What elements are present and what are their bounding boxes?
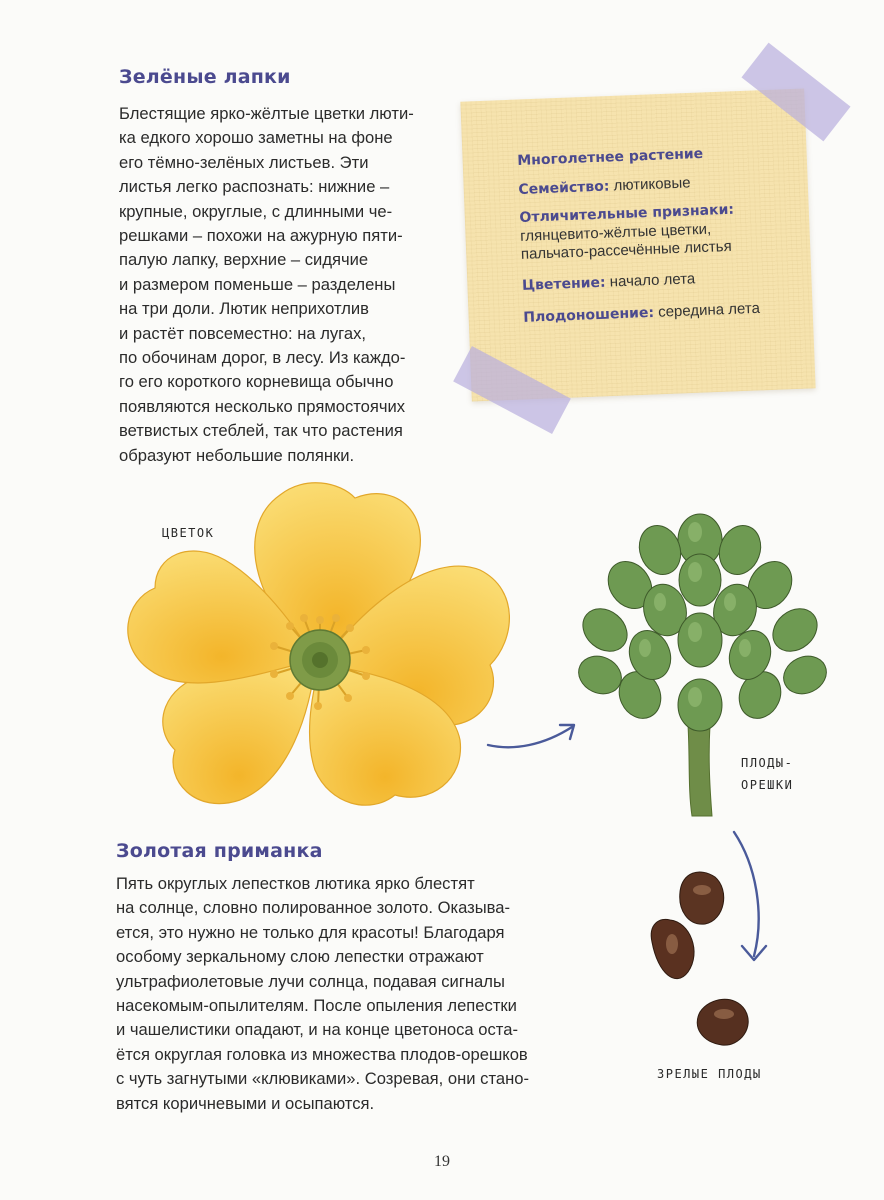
label-fruits-line-2: ОРЕШКИ: [741, 778, 794, 792]
text-line: палую лапку, верхние – сидячие: [119, 250, 369, 270]
note-features-value-2: пальчато-рассечённые листья: [520, 237, 732, 263]
note-family-label: Семейство:: [518, 177, 610, 198]
text-line: Пять округлых лепестков лютика ярко блестят: [116, 874, 475, 893]
note-flowering-label: Цветение:: [521, 274, 606, 294]
text-line: Блестящие ярко-жёлтые цветки люти-: [119, 104, 414, 123]
page-number: 19: [434, 1153, 450, 1170]
text-line: решками – похожи на ажурную пяти-: [119, 226, 403, 246]
text-line: насекомым-опылителям. После опыления лепестки: [116, 996, 517, 1016]
label-flower: ЦВЕТОК: [162, 526, 215, 540]
text-line: на три доли. Лютик неприхотлив: [119, 299, 369, 319]
note-family-value: лютиковые: [609, 173, 691, 194]
note-perennial: Многолетнее растение: [517, 145, 704, 169]
label-fruits-line-1: ПЛОДЫ-: [741, 756, 794, 770]
text-line: образуют небольшие полянки.: [119, 445, 355, 465]
text-line: по обочинам дорог, в лесу. Из каждо-: [119, 348, 406, 368]
text-line: вятся коричневыми и осыпаются.: [116, 1093, 375, 1113]
text-line: с чуть загнутыми «клювиками». Созревая, они стано-: [116, 1069, 530, 1089]
text-line: появляются несколько прямостоячих: [119, 396, 406, 416]
note-fruiting-label: Плодоношение:: [523, 304, 655, 326]
text-line: и чашелистики опадают, и на конце цветоноса оста-: [116, 1020, 518, 1040]
text-line: ется, это нужно не только для красоты! Благодаря: [116, 922, 505, 942]
note-features-value-1: глянцевито-жёлтые цветки,: [519, 220, 712, 245]
section-heading-green-paws: Зелёные лапки: [119, 66, 291, 88]
text-line: ётся округлая головка из множества плодов-орешков: [116, 1044, 528, 1064]
text-line: листья легко распознать: нижние –: [119, 177, 390, 197]
text-line: на солнце, словно полированное золото. Оказыва-: [116, 898, 511, 918]
text-line: ультрафиолетовые лучи солнца, подавая сигналы: [116, 971, 505, 991]
text-line: его тёмно-зелёных листьев. Эти: [119, 152, 369, 172]
note-features-label: Отличительные признаки:: [519, 201, 735, 226]
section-text-golden-bait: [116, 872, 529, 1116]
fruit-head-illustration: [560, 490, 840, 820]
note-flowering-value: начало лета: [605, 269, 696, 291]
text-line: го его короткого корневища обычно: [119, 372, 394, 392]
text-line: и растёт повсеместно: на лугах,: [119, 323, 366, 343]
ripe-seeds-illustration: [640, 862, 760, 1062]
section-heading-golden-bait: Золотая приманка: [116, 840, 323, 862]
label-fruits: [741, 752, 793, 796]
note-fruiting-value: середина лета: [653, 299, 761, 321]
text-line: особому зеркальному слою лепестки отражают: [116, 947, 484, 967]
section-text-green-paws: [119, 102, 414, 468]
text-line: ветвистых стеблей, так что растения: [119, 421, 403, 441]
buttercup-flower-illustration: [110, 470, 530, 820]
label-ripe-fruits: ЗРЕЛЫЕ ПЛОДЫ: [657, 1067, 762, 1081]
text-line: крупные, округлые, с длинными че-: [119, 201, 393, 221]
text-line: ка едкого хорошо заметны на фоне: [119, 128, 393, 148]
info-note-text: [517, 140, 824, 337]
text-line: и размером поменьше – разделены: [119, 274, 396, 294]
